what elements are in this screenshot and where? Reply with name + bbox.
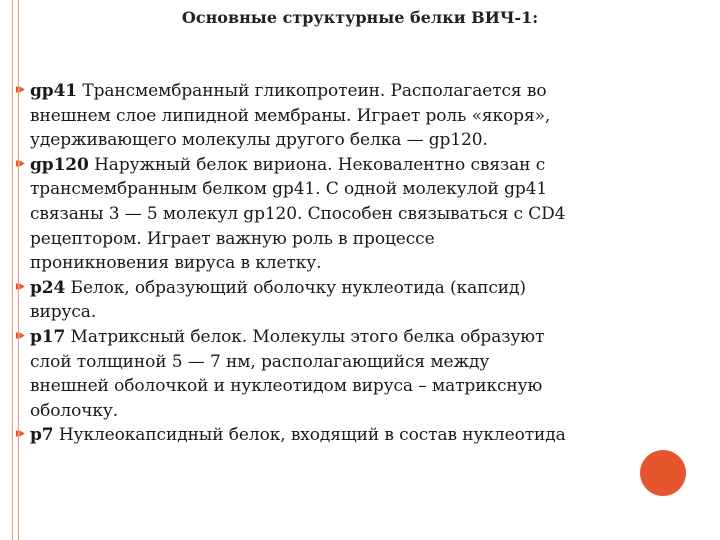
bullet-line: gp120 Наружный белок вириона. Нековалентно связан с bbox=[30, 154, 546, 175]
bullet-list bbox=[14, 79, 720, 448]
bullet-item-p17 bbox=[14, 325, 720, 423]
protein-term: p17 bbox=[30, 326, 66, 347]
bullet-item-p24 bbox=[14, 276, 720, 325]
arrow-bullet-icon bbox=[16, 281, 27, 292]
protein-term: gp120 bbox=[30, 154, 89, 175]
bullet-text bbox=[30, 276, 720, 325]
bullet-text bbox=[30, 153, 720, 276]
bullet-line: слой толщиной 5 — 7 нм, располагающийся между bbox=[30, 351, 490, 372]
bullet-item-gp41 bbox=[14, 79, 720, 153]
bullet-item-gp120 bbox=[14, 153, 720, 276]
bullet-item-p7 bbox=[14, 423, 720, 448]
bullet-text bbox=[30, 325, 720, 423]
bullet-line: рецептором. Играет важную роль в процессе bbox=[30, 228, 435, 249]
bullet-line: p17 Матриксный белок. Молекулы этого белка образуют bbox=[30, 326, 545, 347]
decorative-circle bbox=[640, 450, 686, 496]
arrow-bullet-icon bbox=[16, 158, 27, 169]
protein-term: gp41 bbox=[30, 81, 78, 101]
slide-title: Основные структурные белки ВИЧ-1: bbox=[181, 8, 539, 27]
bullet-line: внешней оболочкой и нуклеотидом вируса – матриксную bbox=[30, 376, 543, 397]
arrow-bullet-icon bbox=[16, 84, 27, 95]
bullet-line: внешнем слое липидной мембраны. Играет роль «якоря», bbox=[30, 105, 551, 126]
protein-term: p7 bbox=[30, 425, 54, 446]
bullet-line: проникновения вируса в клетку. bbox=[30, 253, 322, 274]
arrow-bullet-icon bbox=[16, 330, 27, 341]
bullet-line: удерживающего молекулы другого белка — gp120. bbox=[30, 130, 488, 151]
bullet-line: оболочку. bbox=[30, 400, 119, 421]
bullet-line: gp41 Трансмембранный гликопротеин. Располагается во bbox=[30, 81, 547, 101]
arrow-bullet-icon bbox=[16, 428, 27, 439]
bullet-line: p7 Нуклеокапсидный белок, входящий в состав нуклеотида bbox=[30, 425, 566, 446]
bullet-line: p24 Белок, образующий оболочку нуклеотида (капсид) bbox=[30, 277, 526, 298]
protein-term: p24 bbox=[30, 277, 66, 298]
bullet-text bbox=[30, 423, 720, 448]
bullet-text bbox=[30, 79, 720, 153]
bullet-line: трансмембранным белком gp41. С одной молекулой gp41 bbox=[30, 179, 548, 200]
bullet-line: вируса. bbox=[30, 302, 97, 323]
bullet-line: связаны 3 — 5 молекул gp120. Способен связываться с CD4 bbox=[30, 203, 566, 224]
